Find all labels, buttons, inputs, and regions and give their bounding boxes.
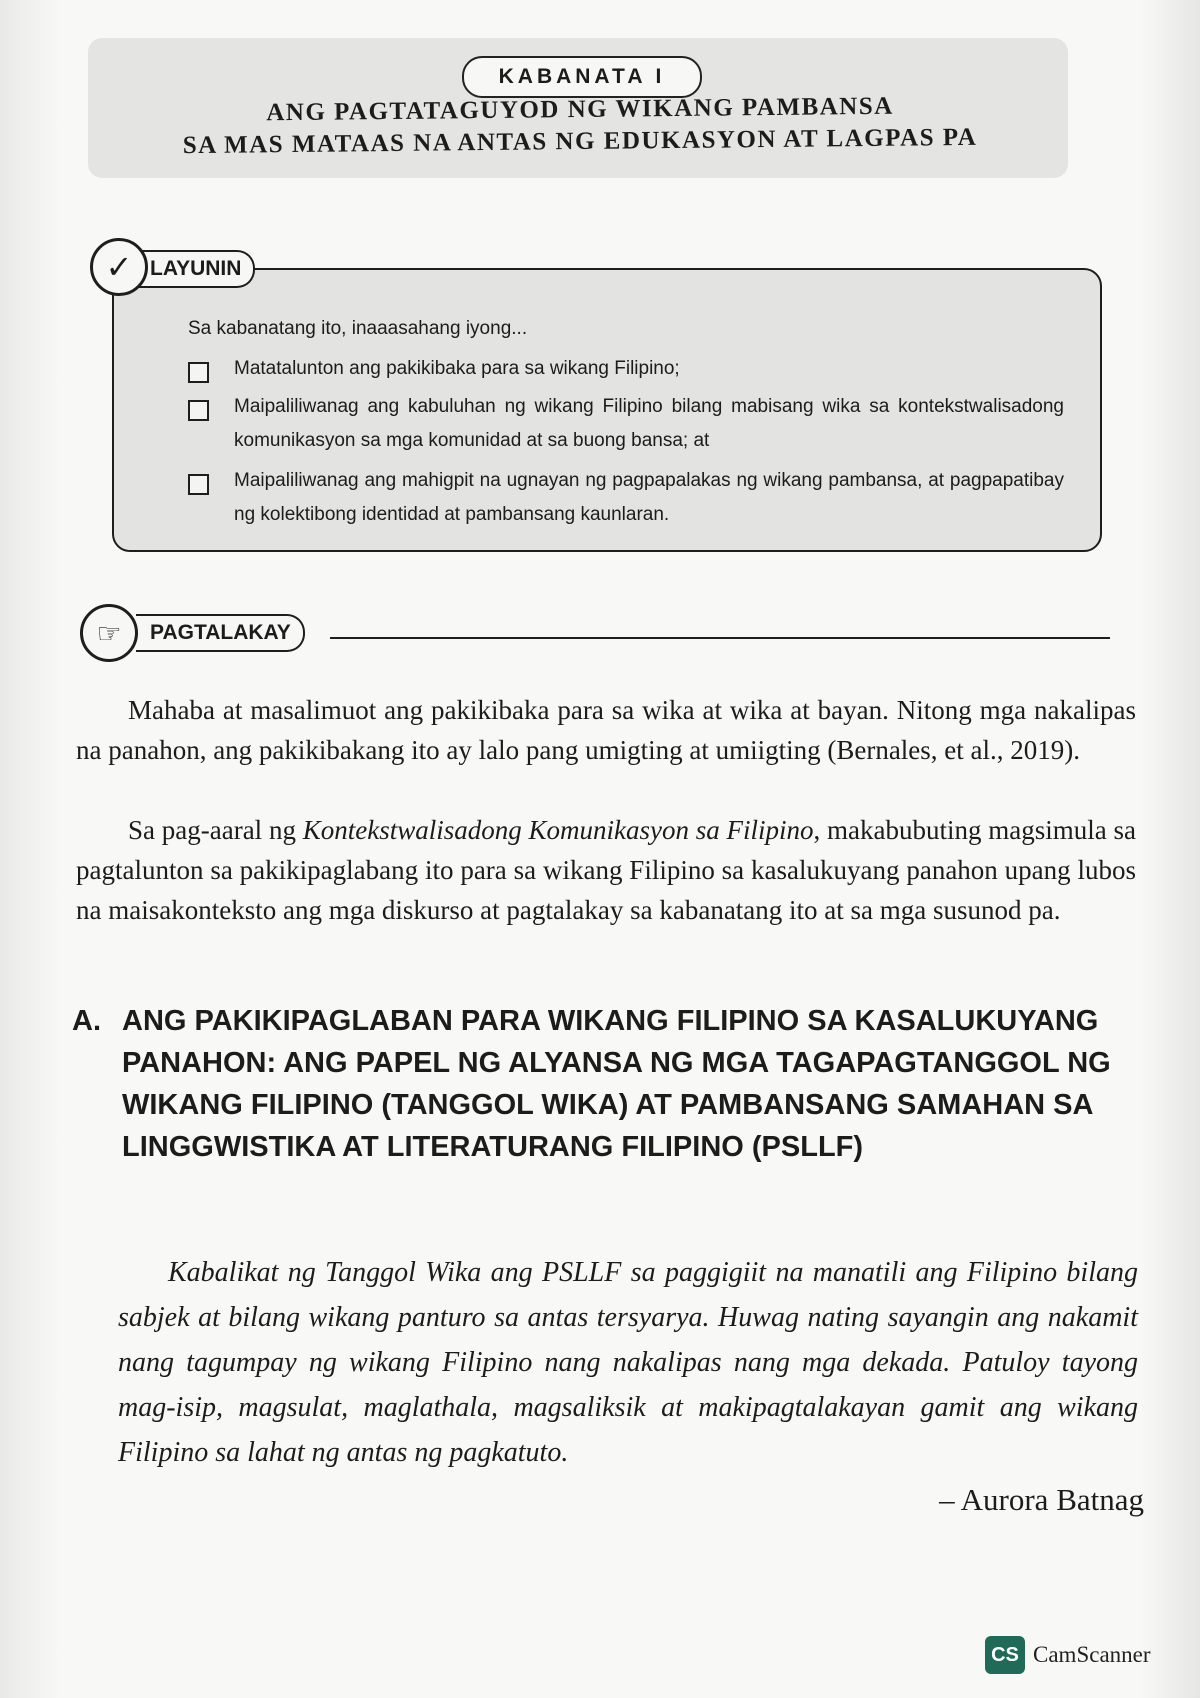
objective-item: Maipaliliwanag ang kabuluhan ng wikang Filipino bilang mabisang wika sa kontekstwalisadong komunikasyon sa mga komunidad at sa buong bansa; at (234, 396, 1064, 451)
objectives-label: LAYUNIN (136, 250, 255, 288)
section-a-letter: A. (72, 1005, 101, 1037)
chapter-label: KABANATA I (462, 56, 702, 98)
quote-text: Kabalikat ng Tanggol Wika ang PSLLF sa paggigiit na manatili ang Filipino bilang sabjek at bilang wikang panturo sa antas tersyarya. Huwag nating sayangin ang nakamit nang tagumpay ng wikang Filipino nang nakalipas nang mga dekada. Patuloy tayong mag-isip, magsulat, maglathala, magsaliksik at makipagtalakayan gamit ang wikang Filipino sa lahat ng antas ng pagkatuto. (118, 1257, 1138, 1468)
objectives-intro: Sa kabanatang ito, inaaasahang iyong... (188, 318, 528, 339)
objective-item: Maipaliliwanag ang mahigpit na ugnayan ng pagpapalakas ng wikang pambansa, at pagpapatibay ng kolektibong identidad at pambansang kaunlaran. (234, 470, 1064, 525)
paragraph-2-start: Sa pag-aaral ng (128, 815, 303, 845)
discussion-paragraph-2 (76, 810, 1136, 930)
chapter-title-line-1: ANG PAGTATAGUYOD NG WIKANG PAMBANSA (266, 92, 894, 127)
paragraph-2-end: , makabubuting magsimula sa pagtalunton sa pakikipaglabang ito para sa wikang Filipino sa kasalukuyang panahon upang lubos na maisakonteksto ang mga diskurso at pagtalakay sa kabanatang ito at sa mga susunod pa. (76, 815, 1137, 925)
camscanner-logo-icon: CS (985, 1636, 1025, 1674)
discussion-label: PAGTALAKAY (136, 614, 305, 652)
course-title: Kontekstwalisadong Komunikasyon sa Filipino (302, 815, 814, 845)
discussion-paragraph-1: Mahaba at masalimuot ang pakikibaka para sa wika at wika at bayan. Nitong mga nakalipas na panahon, ang pakikibakang ito ay lalo pang umigting at umiigting (Bernales, et al., 2019). (76, 695, 1136, 765)
objectives-rule (270, 268, 1010, 270)
checkbox-icon (188, 400, 209, 421)
quote-author: – Aurora Batnag (939, 1482, 1144, 1517)
check-icon: ✓ (90, 238, 148, 296)
checkbox-icon (188, 474, 209, 495)
discussion-rule (330, 637, 1110, 639)
pointing-hand-icon: ☞ (80, 604, 138, 662)
section-a-heading: ANG PAKIKIPAGLABAN PARA WIKANG FILIPINO SA KASALUKUYANG PANAHON: ANG PAPEL NG ALYANSA NG MGA TAGAPAGTANGGOL NG WIKANG FILIPINO (TANGGOL WIKA) AT PAMBANSANG SAMAHAN SA LINGGWISTIKA AT LITERATURANG FILIPINO (PSLLF) (122, 1005, 1111, 1163)
chapter-title-line-2: SA MAS MATAAS NA ANTAS NG EDUKASYON AT LAGPAS PA (182, 123, 978, 160)
objective-item: Matatalunton ang pakikibaka para sa wikang Filipino; (234, 358, 680, 379)
camscanner-text: CamScanner (1033, 1642, 1151, 1667)
camscanner-watermark (985, 1636, 1151, 1674)
checkbox-icon (188, 362, 209, 383)
